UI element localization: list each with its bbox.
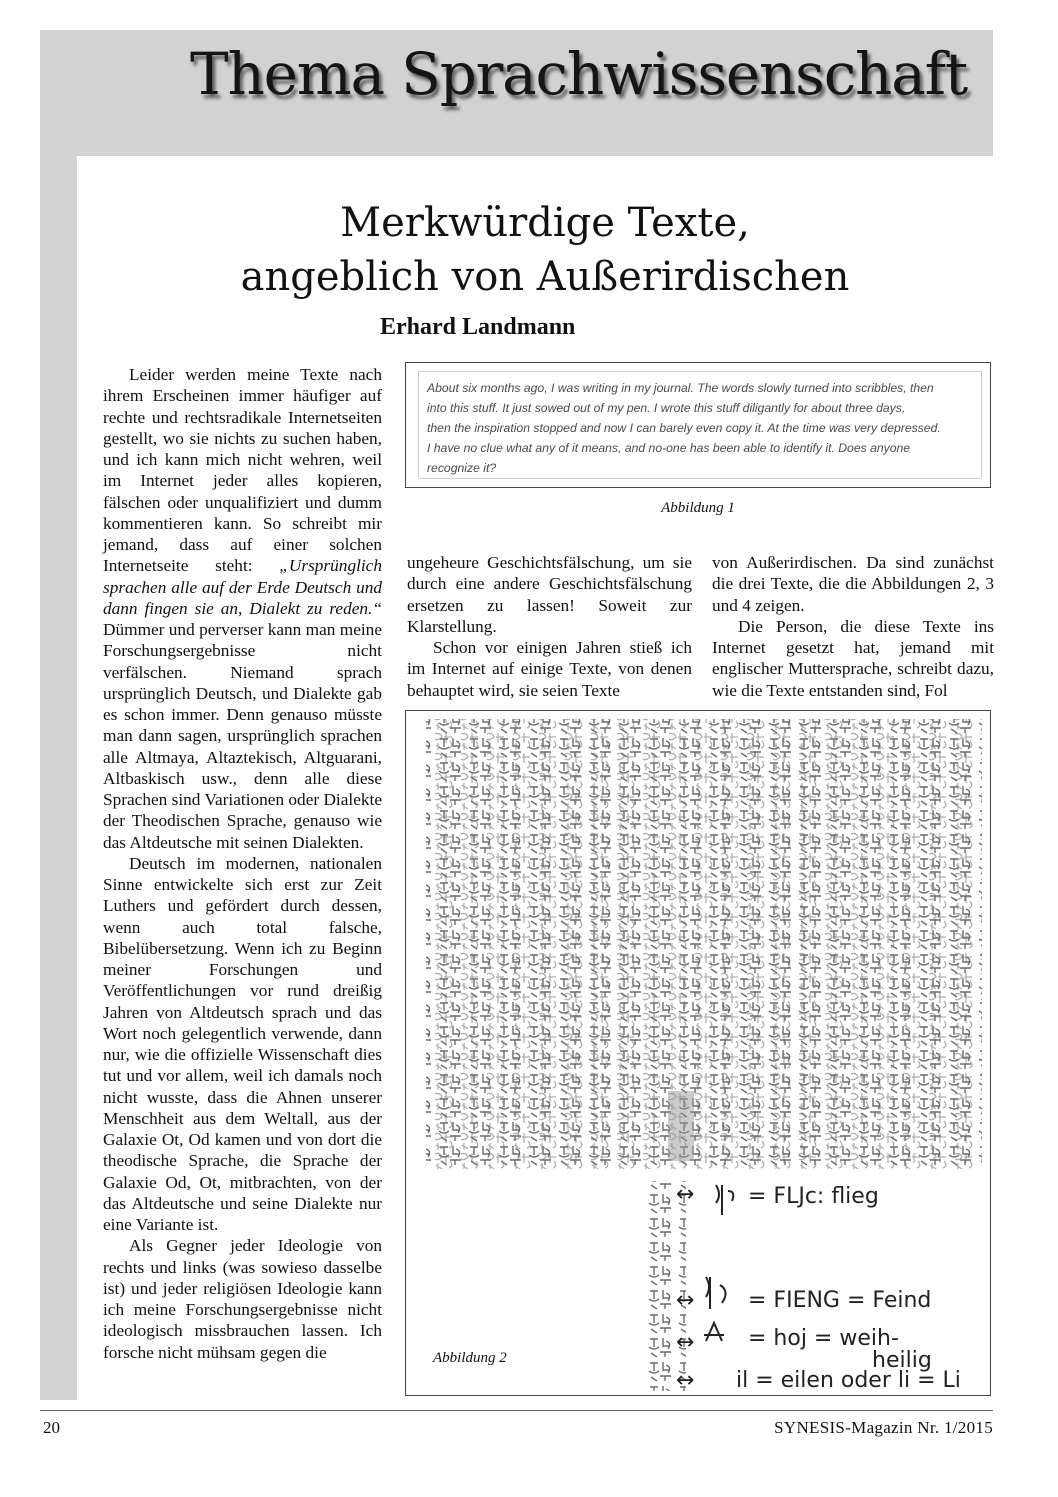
annotation-arrow: ↔	[676, 1368, 695, 1393]
magazine-issue: SYNESIS-Magazin Nr. 1/2015	[774, 1418, 993, 1437]
figure-1-line: About six months ago, I was writing in my journal. The words slowly turned into scribbles, then	[427, 381, 934, 395]
section-heading: Thema Sprachwissenschaft	[190, 40, 967, 108]
left-column	[103, 364, 382, 1363]
page-number: 20	[43, 1418, 60, 1437]
annotation-text: heilig	[872, 1348, 932, 1373]
annotation-text: = FLJc: flieg	[748, 1184, 879, 1209]
paragraph	[103, 364, 382, 853]
paragraph-text: Leider werden meine Texte nach ihrem Erscheinen immer häufiger auf rechte und rechtsradikale Internetseiten gestellt, wo sie nichts zu suchen haben, und ich kann mich nicht wehren, weil im Internet jeder alles kopieren, fälschen oder unqualifiziert und dumm kommentieren kann. So schreibt mir jemand, dass auf einer solchen Internetseite steht:	[103, 365, 382, 576]
figure-2-caption: Abbildung 2	[433, 1350, 507, 1366]
paragraph: Schon vor einigen Jahren stieß ich im Internet auf einige Texte, von denen behauptet wird, sie seien Texte	[407, 638, 692, 700]
paragraph-text: Dümmer und perverser kann man meine Forschungsergebnisse nicht verfälschen. Niemand sprach ursprünglich Deutsch, und Dialekte gab es schon immer. Denn genauso müsste man dann sagen, ursprünglich sprachen alle Altmaya, Altaztekisch, Altguarani, Altbaskisch usw., denn alle diese Sprachen sind Variationen oder Dialekte der Theodischen Sprache, genauso wie das Altdeutsche mit seinen Dialekten.	[103, 620, 382, 852]
article-title	[100, 196, 990, 304]
figure-1-line: I have no clue what any of it means, and no-one has been able to identify it. Does anyone	[427, 441, 911, 455]
paragraph: von Außerirdischen. Da sind zunächst die drei Texte, die die Abbildungen 2, 3 und 4 zeigen.	[712, 553, 994, 615]
paragraph: Deutsch im modernen, nationalen Sinne entwickelte sich erst zur Zeit Luthers und gefördert durch dessen, wenn auch total falsche, Bibelübersetzung. Wenn ich zu Beginn meiner Forschungen und Veröffentlichungen vor rund dreißig Jahren von Altdeutsch sprach und das Wort noch gelegentlich verwende, dann nur, wie die offizielle Wissenschaft dies tut und vor allem, weil ich damals noch nicht wusste, dass die Ahnen unserer Menschheit aus dem Weltall, aus der Galaxie Ot, Od kamen und von dort die theodische Sprache, die Sprache der Galaxie Od, Ot, mitbrachten, von der das Altdeutsche und seine Dialekte nur eine Variante ist.	[103, 853, 382, 1234]
figure-1-image	[405, 362, 991, 488]
article-author: Erhard Landmann	[380, 314, 576, 340]
figure-1-line: into this stuff. It just sowed out of my pen. I wrote this stuff diligantly for about three days,	[427, 401, 906, 415]
footer-rule	[40, 1410, 993, 1411]
annotation-arrow: ↔	[676, 1182, 695, 1207]
figure-1-line: then the inspiration stopped and now I can barely even copy it. At the time was very depressed.	[427, 421, 941, 435]
paragraph: Die Person, die diese Texte ins Internet gesetzt hat, jemand mit englischer Muttersprache, schreibt dazu, wie die Texte entstanden sind, Fol	[712, 616, 994, 700]
paragraph: Als Gegner jeder Ideologie von rechts und links (was sowieso dasselbe ist) und jeder religiösen Ideologie kann ich meine Forschungsergebnisse nicht ideologisch missbrauchen lassen. Ich forsche nicht mühsam gegen die	[103, 1236, 382, 1362]
handwritten-glyphs-drawing	[406, 711, 990, 1395]
figure-1-quote-box	[418, 371, 982, 479]
figure-2-image	[405, 710, 991, 1396]
right-column	[712, 552, 994, 701]
paragraph: ungeheure Geschichtsfälschung, um sie durch eine andere Geschichtsfälschung ersetzen zu lassen! Soweit zur Klarstellung.	[407, 553, 692, 636]
annotation-arrow: ↔	[676, 1288, 695, 1313]
quote-text: „Ursprünglich sprachen alle auf der Erde Deutsch und dann fingen sie an, Dialekt zu reden.“	[103, 556, 382, 618]
left-margin-rail	[40, 30, 77, 1400]
middle-column	[407, 552, 692, 701]
article-title-line-1: Merkwürdige Texte,	[340, 200, 750, 246]
annotation-text: il = eilen oder li = Li	[736, 1368, 961, 1393]
annotation-text: = hoj = weih-	[748, 1326, 899, 1351]
article-title-line-2: angeblich von Außerirdischen	[240, 254, 850, 300]
annotation-arrow: ↔	[676, 1330, 695, 1355]
figure-1-line: recognize it?	[427, 461, 497, 475]
annotation-text: = FIENG = Feind	[748, 1288, 932, 1313]
figure-1-caption: Abbildung 1	[661, 500, 735, 516]
